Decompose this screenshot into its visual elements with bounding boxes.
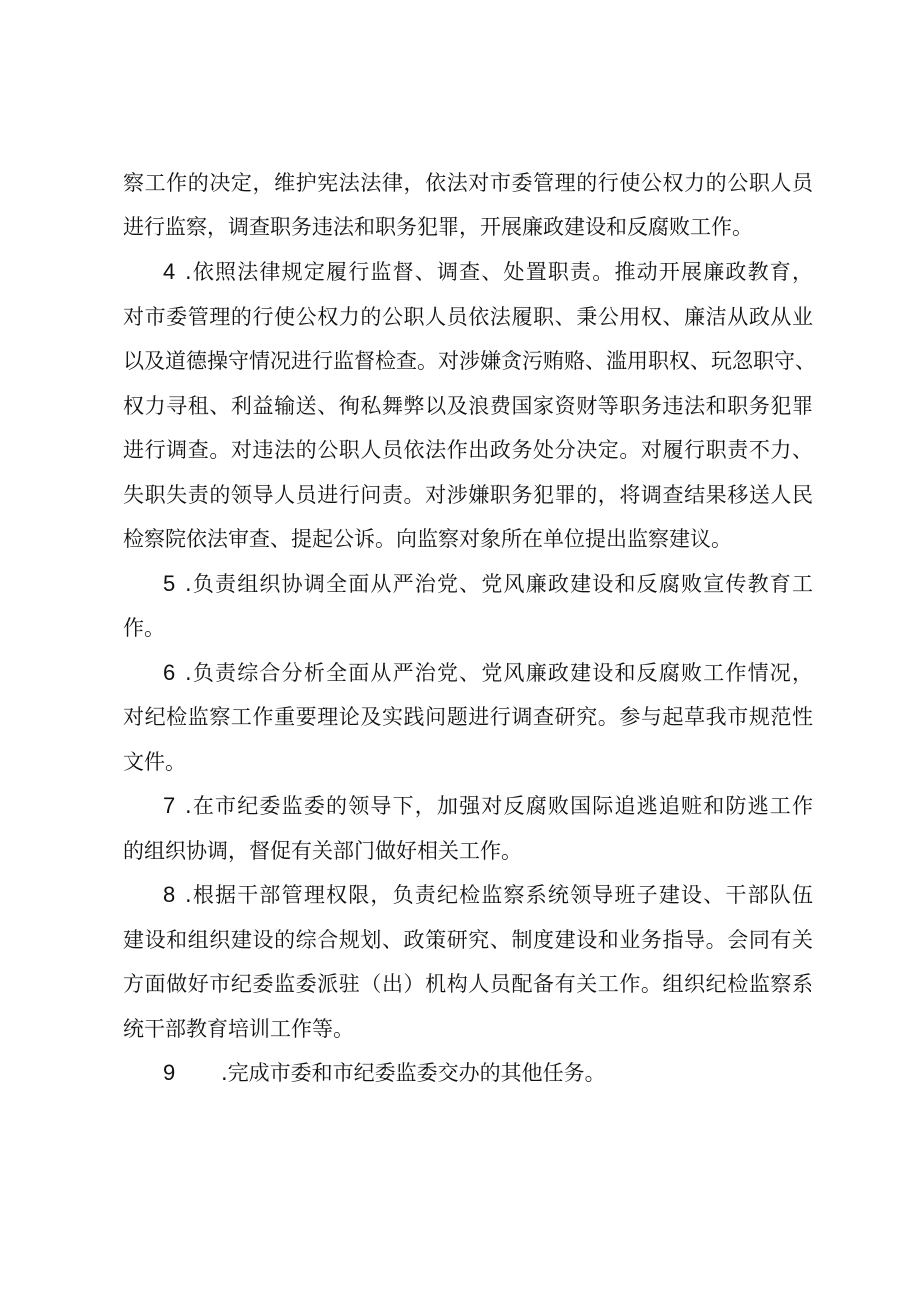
paragraph-text: .依照法律规定履行监督、调查、处置职责。推动开展廉政教育， bbox=[185, 260, 813, 284]
item-number: 5 bbox=[163, 571, 176, 596]
paragraph-line: 检察院依法审查、提起公诉。向监察对象所在单位提出监察建议。 bbox=[123, 527, 732, 551]
paragraph-line: 察工作的决定，维护宪法法律，依法对市委管理的行使公权力的公职人员 bbox=[123, 171, 813, 195]
paragraph-text: .负责综合分析全面从严治党、党风廉政建设和反腐败工作情况， bbox=[185, 661, 813, 685]
list-item-8-first-line bbox=[163, 878, 813, 912]
list-item-7-first-line bbox=[163, 789, 813, 823]
paragraph-text: .在市纪委监委的领导下，加强对反腐败国际追逃追赃和防逃工作 bbox=[185, 794, 813, 818]
paragraph-line: 对纪检监察工作重要理论及实践问题进行调查研究。参与起草我市规范性 bbox=[123, 705, 813, 729]
paragraph-text: .根据干部管理权限，负责纪检监察系统领导班子建设、干部队伍 bbox=[185, 883, 813, 907]
item-number: 8 bbox=[163, 882, 176, 907]
item-number: 9 bbox=[163, 1060, 176, 1085]
list-item-4-first-line bbox=[163, 255, 813, 289]
paragraph-line: 建设和组织建设的综合规划、政策研究、制度建设和业务指导。会同有关 bbox=[123, 928, 813, 952]
paragraph-line: 方面做好市纪委监委派驻（出）机构人员配备有关工作。组织纪检监察系 bbox=[123, 972, 813, 996]
paragraph-line: 文件。 bbox=[123, 750, 186, 774]
paragraph-text: .完成市委和市纪委监委交办的其他任务。 bbox=[221, 1061, 606, 1085]
item-number: 4 bbox=[163, 259, 176, 284]
paragraph-line: 权力寻租、利益输送、徇私舞弊以及浪费国家资财等职务违法和职务犯罪 bbox=[123, 394, 813, 418]
paragraph-line: 作。 bbox=[123, 616, 165, 640]
list-item-9-first-line bbox=[163, 1056, 813, 1090]
paragraph-line: 以及道德操守情况进行监督检查。对涉嫌贪污贿赂、滥用职权、玩忽职守、 bbox=[123, 349, 816, 373]
paragraph-text: .负责组织协调全面从严治党、党风廉政建设和反腐败宣传教育工 bbox=[185, 572, 813, 596]
paragraph-line: 进行调查。对违法的公职人员依法作出政务处分决定。对履行职责不力、 bbox=[123, 438, 813, 462]
paragraph-line: 统干部教育培训工作等。 bbox=[123, 1017, 354, 1041]
list-item-6-first-line bbox=[163, 656, 813, 690]
paragraph-line: 失职失责的领导人员进行问责。对涉嫌职务犯罪的，将调查结果移送人民 bbox=[123, 483, 813, 507]
paragraph-line: 的组织协调，督促有关部门做好相关工作。 bbox=[123, 839, 522, 863]
paragraph-line: 对市委管理的行使公权力的公职人员依法履职、秉公用权、廉洁从政从业 bbox=[123, 305, 813, 329]
list-item-5-first-line bbox=[163, 567, 813, 601]
item-number: 6 bbox=[163, 660, 176, 685]
item-number: 7 bbox=[163, 793, 176, 818]
paragraph-line: 进行监察，调查职务违法和职务犯罪，开展廉政建设和反腐败工作。 bbox=[123, 215, 753, 239]
